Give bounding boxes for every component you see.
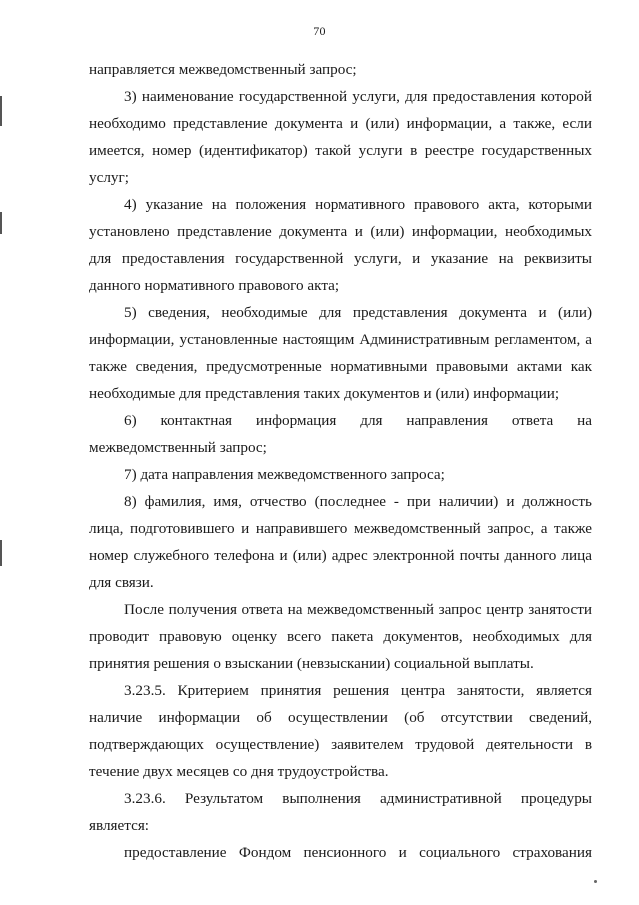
scan-edge-mark bbox=[0, 212, 2, 234]
paragraph-item-7: 7) дата направления межведомственного запроса; bbox=[124, 466, 445, 483]
document-body bbox=[89, 56, 592, 866]
paragraph-request-continuation: направляется межведомственный запрос; bbox=[89, 61, 357, 78]
scan-edge-mark bbox=[0, 540, 2, 566]
paragraph-result-start: предоставление Фондом пенсионного и социального страхования bbox=[124, 844, 592, 861]
paragraph-item-3: 3) наименование государственной услуги, для предоставления которой необходимо представление документа и (или) информации, а также, если имеется, номер (идентификатор) такой услуги в реестре государственных услуг; bbox=[89, 88, 592, 186]
paragraph-item-4: 4) указание на положения нормативного правового акта, которыми установлено представление документа и (или) информации, необходимых для предоставления государственной услуги, и указание на реквизиты данного нормативного правового акта; bbox=[89, 196, 592, 294]
paragraph-after-response: После получения ответа на межведомственный запрос центр занятости проводит правовую оценку всего пакета документов, необходимых для принятия решения о взыскании (невзыскании) социальной выплаты. bbox=[89, 601, 592, 672]
paragraph-item-6: 6) контактная информация для направления ответа на межведомственный запрос; bbox=[89, 412, 592, 456]
paragraph-3-23-6: 3.23.6. Результатом выполнения административной процедуры является: bbox=[89, 790, 592, 834]
paragraph-item-5: 5) сведения, необходимые для представления документа и (или) информации, установленные настоящим Административным регламентом, а также сведения, предусмотренные нормативными правовыми актами как необходимые для представления таких документов и (или) информации; bbox=[89, 304, 592, 402]
scan-speck bbox=[594, 880, 597, 883]
paragraph-3-23-5: 3.23.5. Критерием принятия решения центра занятости, является наличие информации об осуществлении (об отсутствии сведений, подтверждающих осуществление) заявителем трудовой деятельности в течение двух месяцев со дня трудоустройства. bbox=[89, 682, 592, 780]
scan-edge-mark bbox=[0, 96, 2, 126]
page-number: 70 bbox=[313, 24, 326, 38]
paragraph-item-8: 8) фамилия, имя, отчество (последнее - при наличии) и должность лица, подготовившего и направившего межведомственный запрос, а также номер служебного телефона и (или) адрес электронной почты данного лица для связи. bbox=[89, 493, 592, 591]
